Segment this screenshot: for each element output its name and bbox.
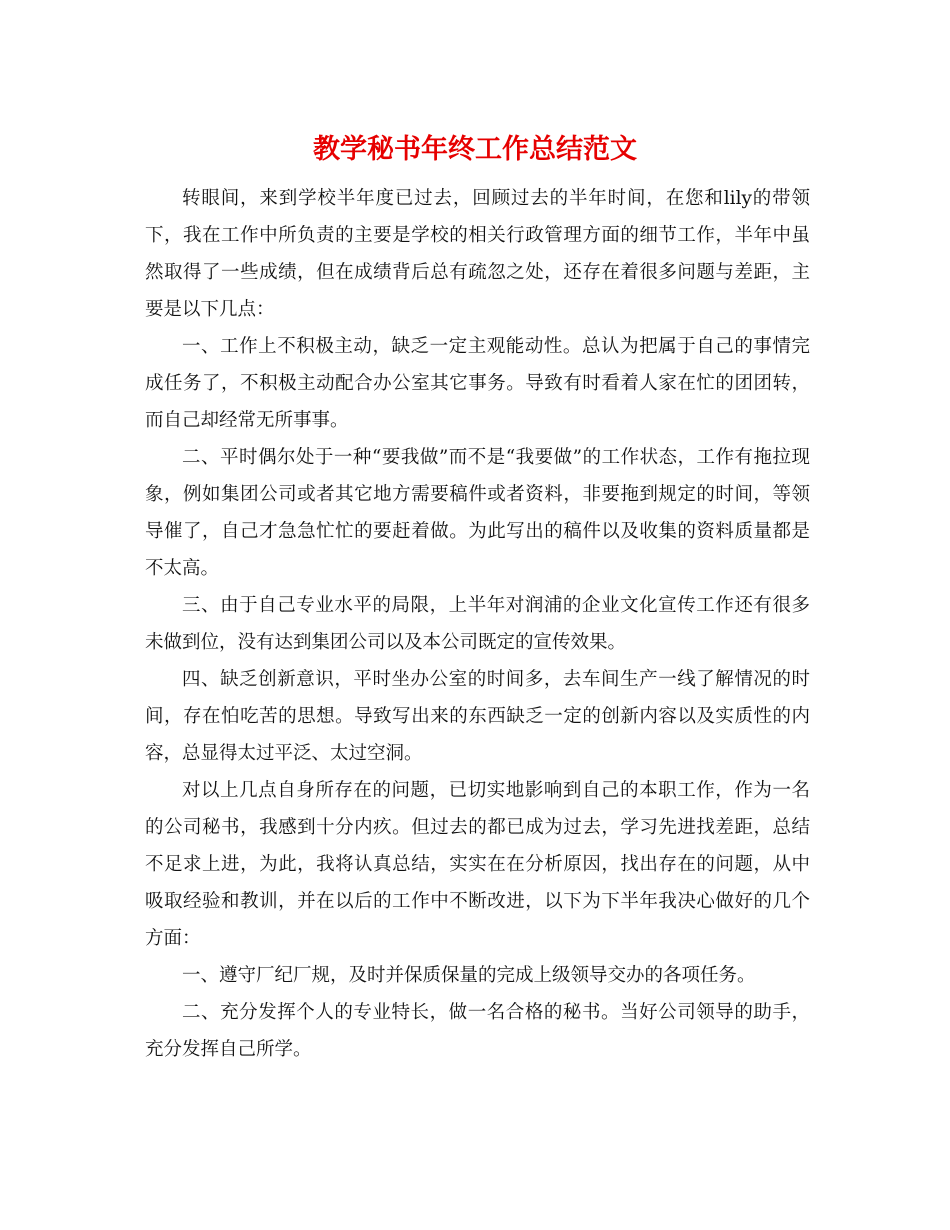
paragraph-point-2: 二、平时偶尔处于一种“要我做”而不是“我要做”的工作状态，工作有拖拉现象，例如集团公司或者其它地方需要稿件或者资料，非要拖到规定的时间，等领导催了，自己才急急忙忙的要赶着做。为此写出的稿件以及收集的资料质量都是不太高。 bbox=[145, 447, 810, 579]
paragraph-point-1: 一、工作上不积极主动，缺乏一定主观能动性。总认为把属于自己的事情完成任务了，不积极主动配合办公室其它事务。导致有时看着人家在忙的团团转，而自己却经常无所事事。 bbox=[145, 336, 810, 431]
paragraph-intro: 转眼间，来到学校半年度已过去，回顾过去的半年时间，在您和lily的带领下，我在工作中所负责的主要是学校的相关行政管理方面的细节工作，半年中虽然取得了一些成绩，但在成绩背后总有疏忽之处，还存在着很多问题与差距，主要是以下几点： bbox=[145, 188, 810, 320]
paragraph-point-4: 四、缺乏创新意识，平时坐办公室的时间多，去车间生产一线了解情况的时间，存在怕吃苦的思想。导致写出来的东西缺乏一定的创新内容以及实质性的内容，总显得太过平泛、太过空洞。 bbox=[145, 669, 810, 764]
document-title: 教学秘书年终工作总结范文 bbox=[313, 134, 637, 165]
paragraph-plan-2: 二、充分发挥个人的专业特长，做一名合格的秘书。当好公司领导的助手，充分发挥自己所学。 bbox=[145, 1002, 810, 1060]
document-body bbox=[145, 180, 810, 1068]
paragraph-reflection: 对以上几点自身所存在的问题，已切实地影响到自己的本职工作，作为一名的公司秘书，我感到十分内疚。但过去的都已成为过去，学习先进找差距，总结不足求上进，为此，我将认真总结，实实在在分析原因，找出存在的问题，从中吸取经验和教训，并在以后的工作中不断改进，以下为下半年我决心做好的几个方面： bbox=[145, 780, 810, 949]
paragraph-plan-1: 一、遵守厂纪厂规，及时并保质保量的完成上级领导交办的各项任务。 bbox=[182, 965, 756, 986]
paragraph-point-3: 三、由于自己专业水平的局限，上半年对润浦的企业文化宣传工作还有很多未做到位，没有达到集团公司以及本公司既定的宣传效果。 bbox=[145, 595, 810, 653]
